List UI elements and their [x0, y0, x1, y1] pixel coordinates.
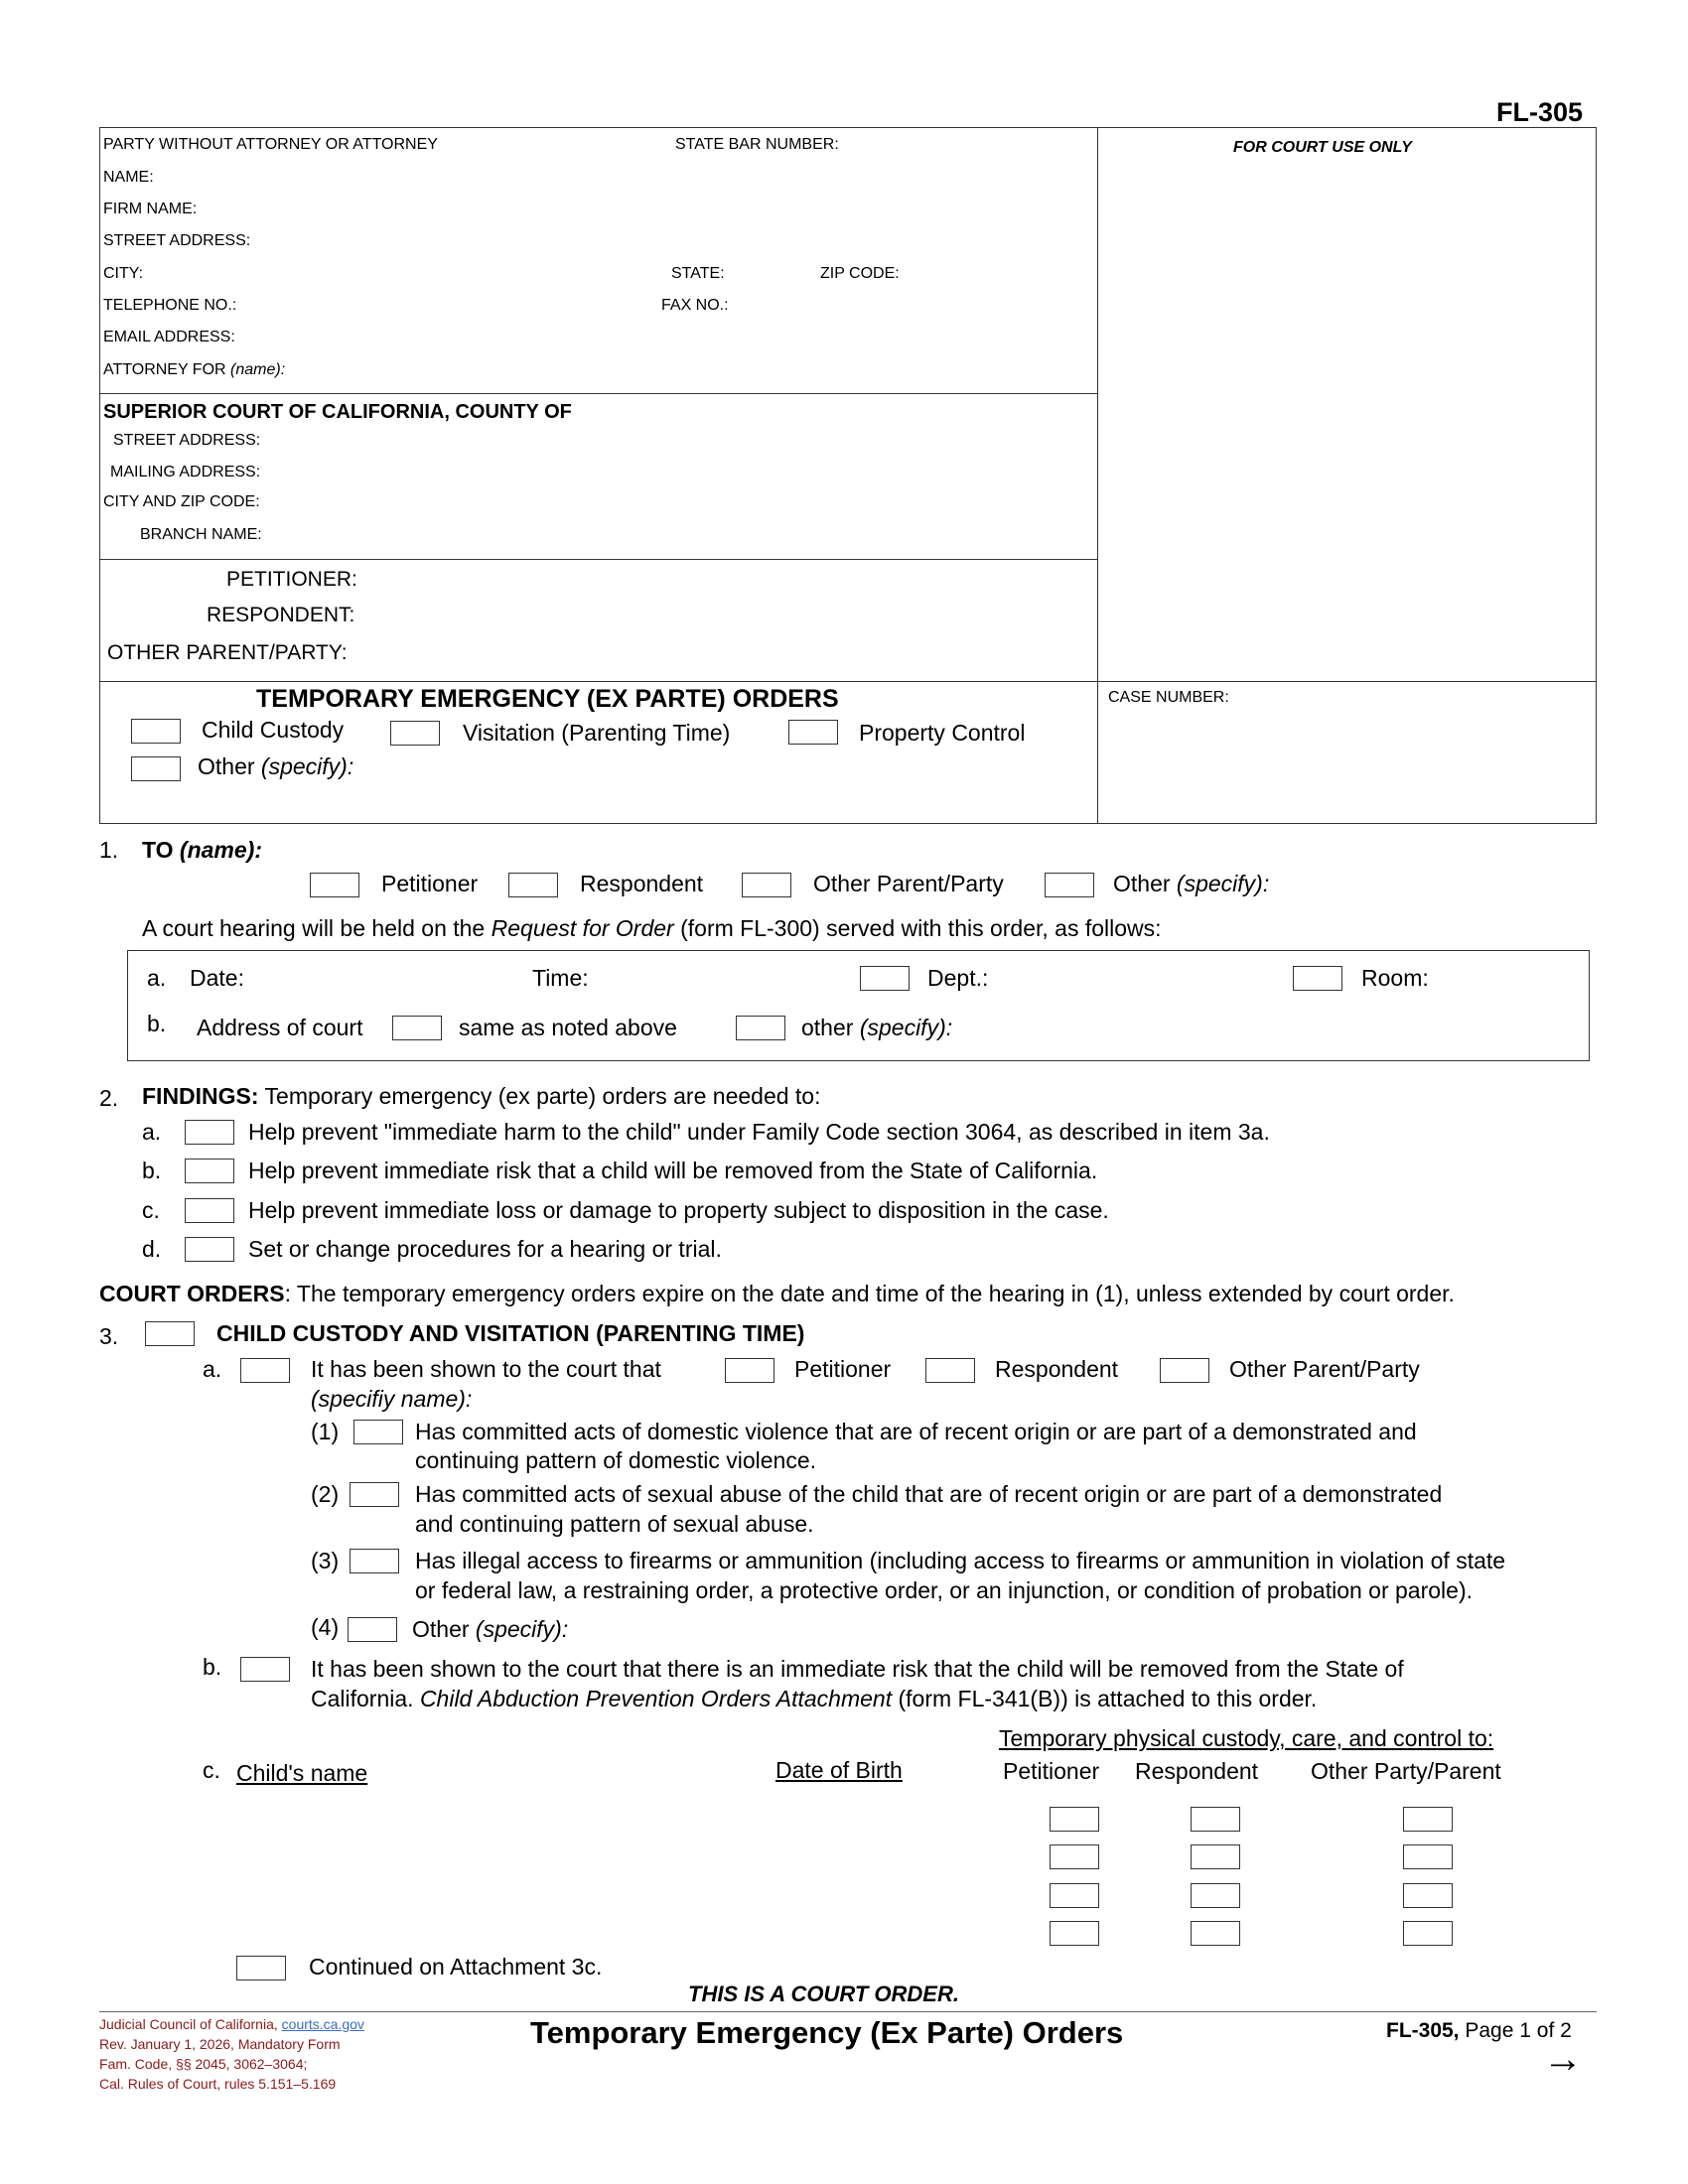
finding-b-text: Help prevent immediate risk that a child will be removed from the State of California.	[248, 1158, 1098, 1183]
court-orders-statement: COURT ORDERS: The temporary emergency orders expire on the date and time of the hearing in (1), unless extended by court order.	[99, 1281, 1455, 1306]
hearing-date-label: Date:	[190, 965, 244, 991]
hearing-statement: A court hearing will be held on the Request for Order (form FL-300) served with this order, as follows:	[142, 915, 1162, 941]
court-city-zip-label: CITY AND ZIP CODE:	[103, 493, 260, 510]
item3b-letter: b.	[203, 1654, 222, 1680]
state-bar-number-label: STATE BAR NUMBER:	[675, 136, 839, 153]
same-address-checkbox[interactable]	[392, 1016, 442, 1040]
childs-name-header: Child's name	[236, 1760, 368, 1786]
row2-other-checkbox[interactable]	[1403, 1844, 1453, 1869]
petitioner-label: PETITIONER:	[226, 568, 357, 591]
item3b-line1: It has been shown to the court that there is an immediate risk that the child will be removed from the State of	[311, 1656, 1404, 1682]
other-parent-label: OTHER PARENT/PARTY:	[107, 641, 348, 664]
court-use-only-label: FOR COURT USE ONLY	[1233, 139, 1412, 156]
item3a-text: It has been shown to the court that	[311, 1356, 661, 1382]
court-street-address-label: STREET ADDRESS:	[113, 432, 261, 449]
sub1-line2: continuing pattern of domestic violence.	[415, 1447, 817, 1473]
court-section-bottom	[99, 559, 1097, 560]
city-label: CITY:	[103, 265, 144, 282]
row4-other-checkbox[interactable]	[1403, 1921, 1453, 1946]
row2-petitioner-checkbox[interactable]	[1050, 1844, 1099, 1869]
fam-code-line: Fam. Code, §§ 2045, 3062–3064;	[99, 2056, 308, 2072]
sub2-checkbox[interactable]	[350, 1482, 399, 1507]
caption-divider	[1097, 127, 1098, 824]
sub3-checkbox[interactable]	[350, 1549, 399, 1573]
finding-b-letter: b.	[142, 1158, 162, 1183]
same-address-label: same as noted above	[459, 1015, 677, 1040]
to-petitioner-checkbox[interactable]	[310, 873, 359, 897]
item3b-line2: California. Child Abduction Prevention Orders Attachment (form FL-341(B)) is attached to this order.	[311, 1686, 1318, 1711]
property-control-checkbox[interactable]	[788, 720, 838, 745]
visitation-label: Visitation (Parenting Time)	[463, 720, 731, 746]
row3-petitioner-checkbox[interactable]	[1050, 1883, 1099, 1908]
sub1-line1: Has committed acts of domestic violence that are of recent origin or are part of a demonstrated and	[415, 1419, 1417, 1444]
to-other-parent-checkbox[interactable]	[742, 873, 791, 897]
hearing-room-label: Room:	[1361, 965, 1429, 991]
item3a-other-parent-checkbox[interactable]	[1160, 1358, 1209, 1383]
hearing-dept-label: Dept.:	[927, 965, 989, 991]
row3-respondent-checkbox[interactable]	[1191, 1883, 1240, 1908]
finding-c-text: Help prevent immediate loss or damage to property subject to disposition in the case.	[248, 1197, 1109, 1223]
row1-petitioner-checkbox[interactable]	[1050, 1807, 1099, 1832]
hearing-a-label: a.	[147, 965, 167, 991]
finding-b-checkbox[interactable]	[185, 1159, 234, 1183]
specify-name-label: (specifiy name):	[311, 1386, 473, 1412]
item3a-petitioner-checkbox[interactable]	[725, 1358, 774, 1383]
row2-respondent-checkbox[interactable]	[1191, 1844, 1240, 1869]
to-other-label: Other (specify):	[1113, 871, 1270, 896]
visitation-checkbox[interactable]	[390, 721, 440, 746]
row4-petitioner-checkbox[interactable]	[1050, 1921, 1099, 1946]
respondent-label: RESPONDENT:	[207, 604, 355, 626]
finding-a-text: Help prevent "immediate harm to the child" under Family Code section 3064, as described in item 3a.	[248, 1119, 1270, 1145]
child-custody-label: Child Custody	[202, 717, 345, 743]
to-respondent-label: Respondent	[580, 871, 704, 896]
court-order-notice: THIS IS A COURT ORDER.	[688, 1981, 959, 2006]
court-mailing-address-label: MAILING ADDRESS:	[110, 464, 261, 480]
to-other-parent-label: Other Parent/Party	[813, 871, 1004, 896]
child-custody-checkbox[interactable]	[131, 719, 181, 744]
telephone-label: TELEPHONE NO.:	[103, 297, 237, 314]
item3a-checkbox[interactable]	[240, 1358, 290, 1383]
footer-rule	[99, 2011, 1597, 2012]
property-control-label: Property Control	[859, 720, 1026, 746]
item3a-respondent-checkbox[interactable]	[925, 1358, 975, 1383]
item3-number: 3.	[99, 1323, 119, 1349]
row1-other-checkbox[interactable]	[1403, 1807, 1453, 1832]
sub3-line2: or federal law, a restraining order, a protective order, or an injunction, or condition of probation or parole).	[415, 1577, 1473, 1603]
other-address-checkbox[interactable]	[736, 1016, 785, 1040]
to-other-checkbox[interactable]	[1045, 873, 1094, 897]
firm-name-label: FIRM NAME:	[103, 201, 198, 217]
finding-c-checkbox[interactable]	[185, 1198, 234, 1223]
branch-name-label: BRANCH NAME:	[140, 526, 262, 543]
finding-a-letter: a.	[142, 1119, 162, 1145]
form-title: TEMPORARY EMERGENCY (EX PARTE) ORDERS	[256, 685, 839, 713]
rules-line: Cal. Rules of Court, rules 5.151–5.169	[99, 2076, 337, 2092]
item3a-other-parent-label: Other Parent/Party	[1229, 1356, 1420, 1382]
sub3-number: (3)	[311, 1548, 340, 1573]
hearing-time-label: Time:	[532, 965, 589, 991]
sub2-line2: and continuing pattern of sexual abuse.	[415, 1511, 814, 1537]
other-order-label: Other (specify):	[198, 753, 354, 779]
parties-section-bottom	[99, 681, 1597, 682]
other-order-checkbox[interactable]	[131, 756, 181, 781]
attorney-section-bottom	[99, 393, 1097, 394]
item1-number: 1.	[99, 837, 119, 863]
attorney-for-label: ATTORNEY FOR (name):	[103, 361, 286, 378]
zip-code-label: ZIP CODE:	[820, 265, 900, 282]
party-without-attorney-label: PARTY WITHOUT ATTORNEY OR ATTORNEY	[103, 136, 438, 153]
sub2-line1: Has committed acts of sexual abuse of the child that are of recent origin or are part of a demonstrated	[415, 1481, 1443, 1507]
col-other-header: Other Party/Parent	[1311, 1758, 1501, 1784]
judicial-council-line: Judicial Council of California, courts.ca.gov	[99, 2016, 364, 2032]
finding-d-text: Set or change procedures for a hearing or trial.	[248, 1236, 722, 1262]
dob-header: Date of Birth	[775, 1757, 903, 1783]
email-label: EMAIL ADDRESS:	[103, 329, 235, 345]
sub4-label: Other (specify):	[412, 1616, 569, 1642]
footer-page-info: FL-305, Page 1 of 2	[1386, 2019, 1572, 2042]
item3a-respondent-label: Respondent	[995, 1356, 1119, 1382]
finding-a-checkbox[interactable]	[185, 1120, 234, 1145]
address-of-court-label: Address of court	[197, 1015, 363, 1040]
item2-number: 2.	[99, 1085, 119, 1111]
name-label: NAME:	[103, 169, 154, 186]
room-checkbox[interactable]	[1293, 966, 1342, 991]
finding-c-letter: c.	[142, 1197, 160, 1223]
revision-line: Rev. January 1, 2026, Mandatory Form	[99, 2036, 341, 2052]
sub1-checkbox[interactable]	[353, 1420, 403, 1444]
continued-checkbox[interactable]	[236, 1956, 286, 1980]
state-label: STATE:	[671, 265, 725, 282]
case-number-label: CASE NUMBER:	[1108, 689, 1229, 706]
footer-title: Temporary Emergency (Ex Parte) Orders	[530, 2015, 1124, 2050]
other-address-label: other (specify):	[801, 1015, 953, 1040]
hearing-b-label: b.	[147, 1011, 167, 1036]
finding-d-letter: d.	[142, 1236, 162, 1262]
sub4-checkbox[interactable]	[348, 1617, 397, 1642]
courts-website-link[interactable]: courts.ca.gov	[281, 2016, 364, 2032]
finding-d-checkbox[interactable]	[185, 1237, 234, 1262]
form-number: FL-305	[1496, 97, 1584, 127]
item3b-checkbox[interactable]	[240, 1657, 290, 1682]
item3a-letter: a.	[203, 1356, 222, 1382]
item3-checkbox[interactable]	[145, 1321, 195, 1346]
continued-label: Continued on Attachment 3c.	[309, 1954, 603, 1979]
dept-checkbox[interactable]	[860, 966, 910, 991]
custody-header: Temporary physical custody, care, and control to:	[999, 1725, 1494, 1751]
next-page-arrow-icon: →	[1543, 2037, 1583, 2081]
street-address-label: STREET ADDRESS:	[103, 232, 251, 249]
to-petitioner-label: Petitioner	[381, 871, 479, 896]
fax-label: FAX NO.:	[661, 297, 729, 314]
row3-other-checkbox[interactable]	[1403, 1883, 1453, 1908]
sub3-line1: Has illegal access to firearms or ammunition (including access to firearms or ammunition in violation of state	[415, 1548, 1506, 1573]
item3-title: CHILD CUSTODY AND VISITATION (PARENTING TIME)	[216, 1320, 805, 1346]
col-respondent-header: Respondent	[1135, 1758, 1259, 1784]
superior-court-label: SUPERIOR COURT OF CALIFORNIA, COUNTY OF	[103, 401, 572, 423]
col-petitioner-header: Petitioner	[1003, 1758, 1100, 1784]
sub2-number: (2)	[311, 1481, 340, 1507]
row4-respondent-checkbox[interactable]	[1191, 1921, 1240, 1946]
item3c-letter: c.	[203, 1757, 220, 1783]
findings-intro: FINDINGS: Temporary emergency (ex parte) orders are needed to:	[142, 1083, 821, 1109]
sub1-number: (1)	[311, 1419, 340, 1444]
item3a-petitioner-label: Petitioner	[794, 1356, 892, 1382]
item1-to-label: TO (name):	[142, 837, 262, 863]
sub4-number: (4)	[311, 1614, 340, 1640]
to-respondent-checkbox[interactable]	[508, 873, 558, 897]
row1-respondent-checkbox[interactable]	[1191, 1807, 1240, 1832]
